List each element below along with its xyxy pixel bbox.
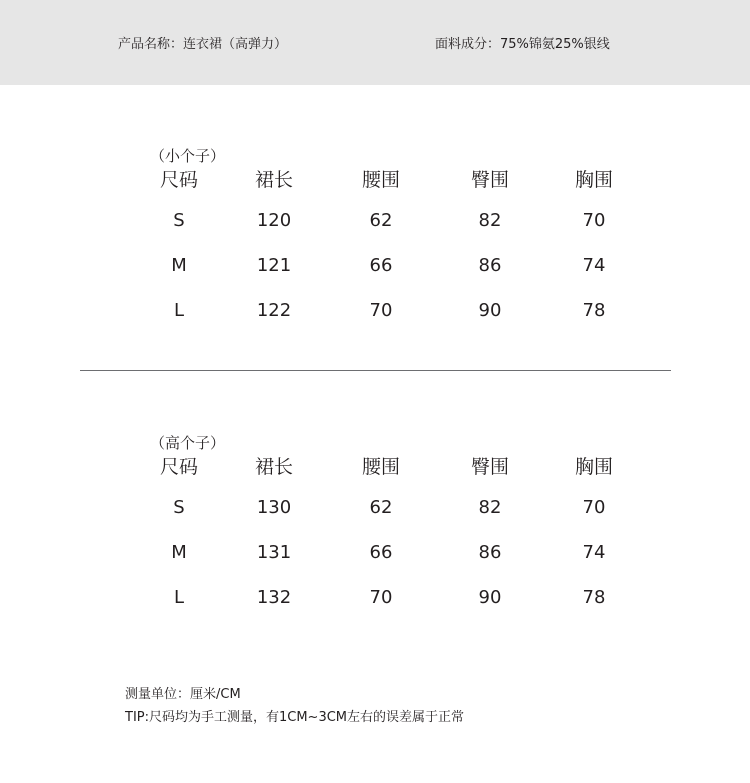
size-cell: M: [171, 542, 187, 563]
column-header-skirt-length: 裙长: [254, 169, 293, 191]
size-cell: L: [173, 300, 185, 321]
size-table-tall: [0, 427, 750, 627]
column-header-bust: 胸围: [574, 456, 613, 478]
product-info-bar: [0, 0, 750, 85]
section-divider: [80, 370, 671, 371]
table-row: [0, 208, 750, 234]
measurement-unit-note: 测量单位：厘米/CM: [125, 687, 241, 702]
column-header-skirt-length: 裙长: [254, 456, 293, 478]
column-header-hip: 臀围: [470, 456, 509, 478]
bust-cell: 78: [582, 300, 606, 321]
product-name: 产品名称：连衣裙（高弹力）: [118, 37, 288, 52]
bust-cell: 78: [582, 587, 606, 608]
skirt-length-cell: 122: [256, 300, 292, 321]
table-row: [0, 298, 750, 324]
bust-cell: 74: [582, 255, 606, 276]
column-header-waist: 腰围: [361, 456, 400, 478]
skirt-length-cell: 132: [256, 587, 292, 608]
column-header-size: 尺码: [159, 169, 198, 191]
skirt-length-cell: 121: [256, 255, 292, 276]
size-cell: S: [173, 210, 185, 231]
waist-cell: 62: [369, 210, 393, 231]
skirt-length-cell: 130: [256, 497, 292, 518]
table-variant-label: （小个子）: [150, 147, 226, 165]
size-table-petite: [0, 140, 750, 340]
column-header-hip: 臀围: [470, 169, 509, 191]
waist-cell: 66: [369, 255, 393, 276]
waist-cell: 62: [369, 497, 393, 518]
size-cell: S: [173, 497, 185, 518]
hip-cell: 82: [478, 497, 502, 518]
bust-cell: 70: [582, 210, 606, 231]
table-row: [0, 253, 750, 279]
bust-cell: 70: [582, 497, 606, 518]
hip-cell: 86: [478, 255, 502, 276]
table-row: [0, 495, 750, 521]
column-header-waist: 腰围: [361, 169, 400, 191]
skirt-length-cell: 131: [256, 542, 292, 563]
waist-cell: 70: [369, 300, 393, 321]
hip-cell: 90: [478, 587, 502, 608]
table-row: [0, 585, 750, 611]
waist-cell: 70: [369, 587, 393, 608]
table-row: [0, 540, 750, 566]
measurement-tip-note: TIP:尺码均为手工测量，有1CM~3CM左右的误差属于正常: [125, 710, 465, 725]
table-variant-label: （高个子）: [150, 434, 226, 452]
hip-cell: 90: [478, 300, 502, 321]
size-cell: M: [171, 255, 187, 276]
bust-cell: 74: [582, 542, 606, 563]
waist-cell: 66: [369, 542, 393, 563]
hip-cell: 86: [478, 542, 502, 563]
column-header-size: 尺码: [159, 456, 198, 478]
hip-cell: 82: [478, 210, 502, 231]
skirt-length-cell: 120: [256, 210, 292, 231]
column-header-bust: 胸围: [574, 169, 613, 191]
fabric-composition: 面料成分：75%锦氨25%银线: [435, 37, 610, 52]
size-cell: L: [173, 587, 185, 608]
